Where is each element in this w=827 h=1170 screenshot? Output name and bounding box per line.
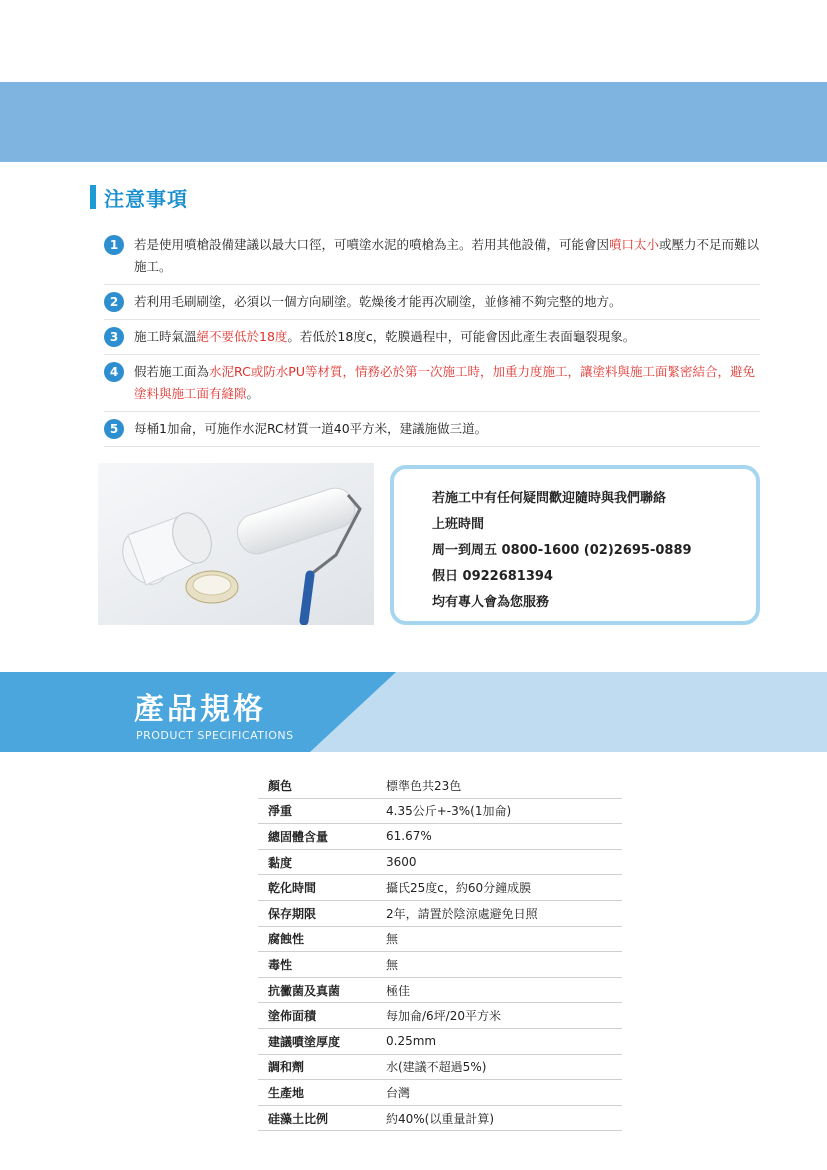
table-row	[258, 773, 622, 799]
list-item	[104, 412, 760, 447]
table-row	[258, 952, 622, 978]
note-text: 若利用毛刷刷塗，必須以一個方向刷塗。乾燥後才能再次刷塗，並修補不夠完整的地方。	[134, 294, 622, 309]
table-row	[258, 927, 622, 953]
spec-value: 攝氏25度c，約60分鐘成膜	[386, 881, 532, 896]
table-row	[258, 1055, 622, 1081]
spec-value: 約40%(以重量計算)	[386, 1111, 495, 1126]
contact-line: 上班時間	[432, 517, 485, 532]
paint-roller-photo	[98, 463, 374, 625]
spec-value: 4.35公斤+-3%(1加侖)	[386, 804, 512, 819]
note-text: 每桶1加侖，可施作水泥RC材質一道40平方米，建議施做三道。	[134, 421, 488, 436]
spec-value: 2年，請置於陰涼處避免日照	[386, 906, 538, 921]
spec-table	[258, 773, 622, 1131]
banner-light-panel	[0, 672, 827, 752]
header-band	[0, 82, 827, 162]
table-row	[258, 875, 622, 901]
notes-title: 注意事項	[104, 186, 188, 211]
spec-value: 無	[386, 932, 399, 947]
spec-key: 淨重	[268, 804, 293, 819]
spec-key: 總固體含量	[268, 829, 329, 844]
table-row	[258, 901, 622, 927]
notes-heading	[90, 184, 188, 210]
spec-key: 調和劑	[268, 1060, 305, 1075]
spec-key: 黏度	[268, 855, 293, 870]
table-row	[258, 1003, 622, 1029]
note-text: 假若施工面為水泥RC或防水PU等材質，情務必於第一次施工時，加重力度施工，讓塗料與施工面緊密結合，避免塗料與施工面有縫隙。	[134, 364, 755, 401]
list-item	[104, 320, 760, 355]
list-item	[104, 228, 760, 285]
table-row	[258, 978, 622, 1004]
paint-roller-illustration	[98, 463, 374, 625]
table-row	[258, 1080, 622, 1106]
contact-box	[390, 465, 760, 625]
table-row	[258, 1029, 622, 1055]
contact-line: 周一到周五 0800-1600 (02)2695-0889	[432, 543, 692, 558]
spec-key: 毒性	[268, 957, 293, 972]
list-item	[104, 355, 760, 412]
spec-key: 顏色	[268, 778, 293, 793]
spec-title: 產品規格	[134, 692, 266, 727]
spec-value: 3600	[386, 855, 417, 870]
spec-value: 61.67%	[386, 829, 432, 844]
number-badge: 1	[104, 235, 124, 255]
spec-value: 無	[386, 957, 399, 972]
contact-line: 假日 0922681394	[432, 569, 553, 584]
number-badge: 3	[104, 327, 124, 347]
number-badge: 2	[104, 292, 124, 312]
table-row	[258, 824, 622, 850]
notes-list	[104, 228, 760, 447]
spec-value: 台灣	[386, 1085, 411, 1100]
contact-line: 若施工中有任何疑問歡迎隨時與我們聯絡	[432, 491, 667, 506]
heading-accent-bar	[90, 185, 96, 209]
spec-key: 腐蝕性	[268, 932, 305, 947]
list-item	[104, 285, 760, 320]
spec-value: 每加侖/6坪/20平方米	[386, 1009, 501, 1024]
spec-value: 水(建議不超過5%)	[386, 1060, 487, 1075]
note-text: 施工時氣溫絕不要低於18度。若低於18度c，乾膜過程中，可能會因此產生表面龜裂現象。	[134, 329, 636, 344]
table-row	[258, 799, 622, 825]
spec-key: 抗黴菌及真菌	[268, 983, 341, 998]
note-text: 若是使用噴槍設備建議以最大口徑，可噴塗水泥的噴槍為主。若用其他設備，可能會因噴口太小或壓力不足而難以施工。	[134, 237, 760, 274]
spec-key: 生產地	[268, 1085, 305, 1100]
number-badge: 4	[104, 362, 124, 382]
spec-value: 標準色共23色	[386, 778, 462, 793]
spec-key: 塗佈面積	[268, 1009, 317, 1024]
table-row	[258, 1106, 622, 1132]
number-badge: 5	[104, 419, 124, 439]
spec-key: 乾化時間	[268, 881, 317, 896]
spec-subtitle: PRODUCT SPECIFICATIONS	[136, 729, 294, 742]
can-lid-icon	[186, 571, 238, 603]
contact-line: 均有專人會為您服務	[432, 595, 550, 610]
spec-banner	[0, 672, 827, 752]
spec-key: 保存期限	[268, 906, 317, 921]
spec-key: 建議噴塗厚度	[268, 1034, 341, 1049]
spec-value: 0.25mm	[386, 1034, 437, 1049]
spec-key: 硅藻土比例	[268, 1111, 329, 1126]
spec-value: 極佳	[386, 983, 411, 998]
table-row	[258, 850, 622, 876]
